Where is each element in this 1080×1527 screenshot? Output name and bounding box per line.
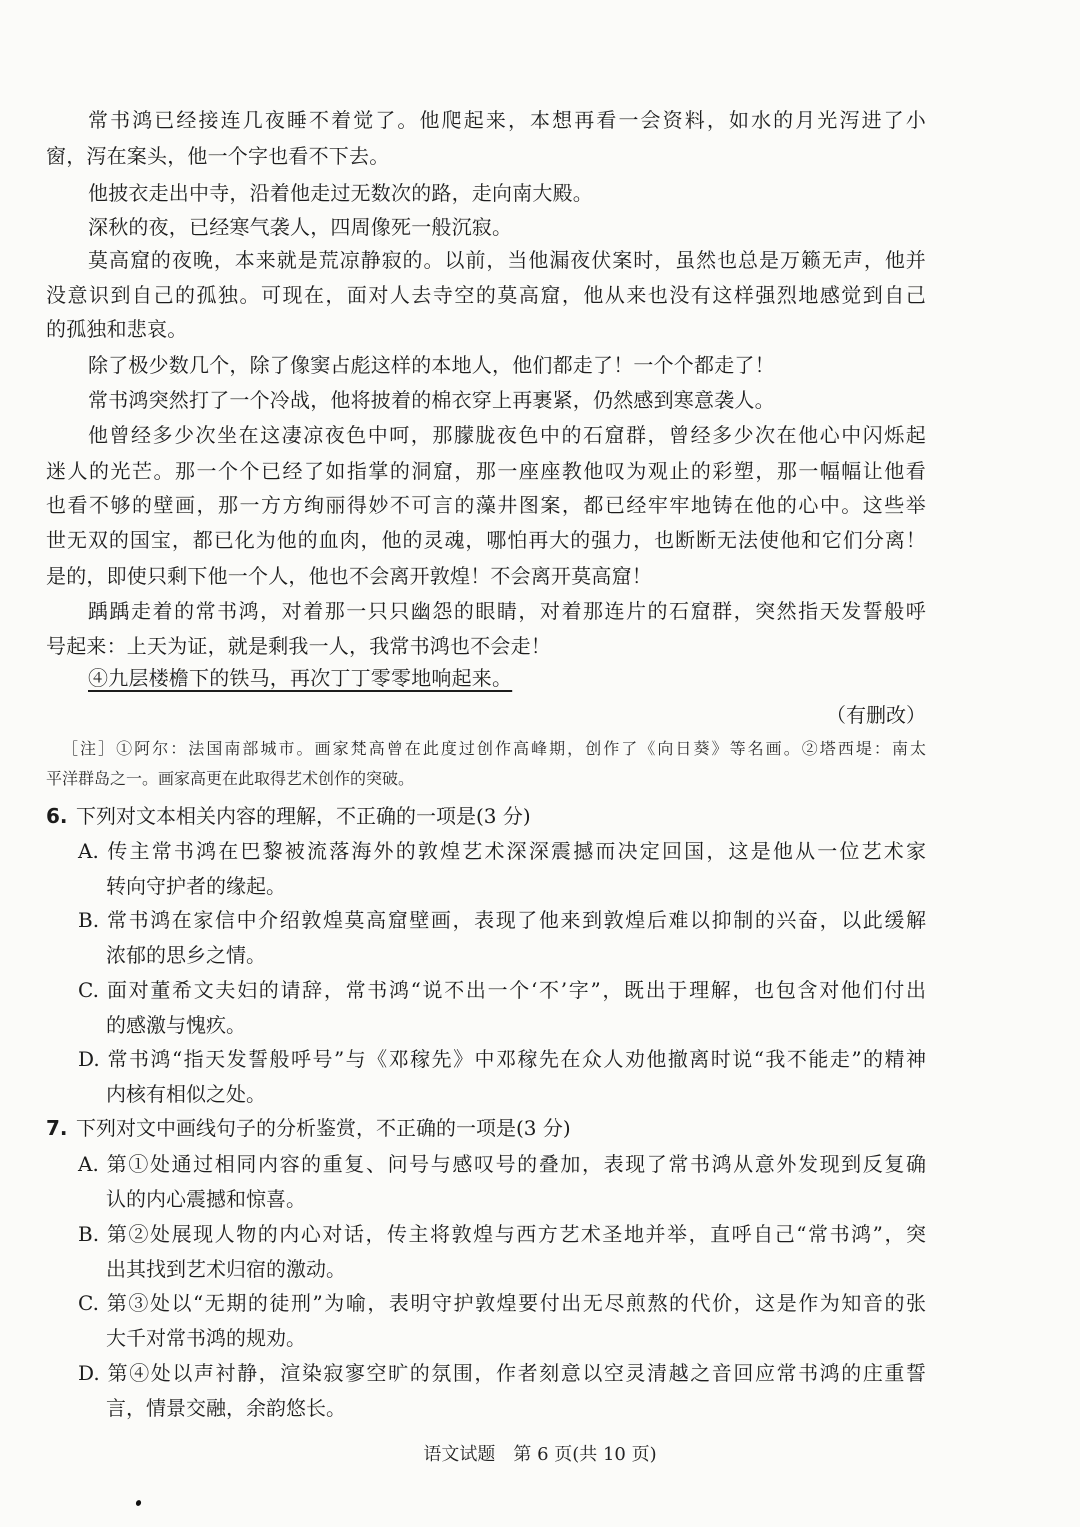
passage-line: 他披衣走出中寺，沿着他走过无数次的路，走向南大殿。 (88, 181, 593, 205)
option-b-cont: 浓郁的思乡之情。 (106, 943, 266, 967)
passage-line: 也看不够的壁画，那一方方绚丽得妙不可言的藻井图案，都已经牢牢地铸在他的心中。这些举 (46, 493, 926, 517)
question-number: 6. (46, 804, 68, 828)
passage-line: 常书鸿突然打了一个冷战，他将披着的棉衣穿上再裹紧，仍然感到寒意袭人。 (88, 388, 775, 412)
passage-line: 世无双的国宝，都已化为他的血肉，他的灵魂，哪怕再大的强力，也断断无法使他和它们分离！ (46, 528, 926, 552)
passage-line: 常书鸿已经接连几夜睡不着觉了。他爬起来，本想再看一会资料，如水的月光泻进了小 (88, 108, 926, 132)
option-c[interactable]: C. 第③处以“无期的徒刑”为喻，表明守护敦煌要付出无尽煎熬的代价，这是作为知音的张 (78, 1291, 926, 1315)
underlined-sentence-4: ④九层楼檐下的铁马，再次丁丁零零地响起来。 (88, 666, 513, 690)
passage-line-underlined (88, 663, 926, 693)
option-b-cont: 出其找到艺术归宿的激动。 (106, 1257, 346, 1281)
option-a[interactable]: A. 第①处通过相同内容的重复、问号与感叹号的叠加，表现了常书鸿从意外发现到反复确 (78, 1152, 926, 1176)
passage-line: 窗，泻在案头，他一个字也看不下去。 (46, 144, 390, 168)
option-d[interactable]: D. 常书鸿“指天发誓般呼号”与《邓稼先》中邓稼先在众人劝他撤离时说“我不能走”的精神 (78, 1047, 926, 1071)
passage-line: 是的，即使只剩下他一个人，他也不会离开敦煌！不会离开莫高窟！ (46, 564, 652, 588)
passage-line: 迷人的光芒。那一个个已经了如指掌的洞窟，那一座座教他叹为观止的彩塑，那一幅幅让他看 (46, 459, 926, 483)
option-d-cont: 内核有相似之处。 (106, 1082, 266, 1106)
passage-line: 号起来：上天为证，就是剩我一人，我常书鸿也不会走！ (46, 634, 551, 658)
passage-line: 的孤独和悲哀。 (46, 317, 188, 341)
page-footer: 语文试题 第 6 页(共 10 页) (423, 1444, 657, 1465)
option-a[interactable]: A. 传主常书鸿在巴黎被流落海外的敦煌艺术深深震撼而决定回国，这是他从一位艺术家 (78, 839, 926, 863)
source-note: （有删改） (826, 703, 926, 727)
option-c-cont: 的感激与愧疚。 (106, 1013, 246, 1037)
passage-line: 深秋的夜，已经寒气袭人，四周像死一般沉寂。 (88, 215, 513, 239)
footnote-line: 平洋群岛之一。画家高更在此取得艺术创作的突破。 (46, 769, 415, 788)
question-stem (46, 1113, 571, 1143)
option-d-cont: 言，情景交融，余韵悠长。 (106, 1396, 346, 1420)
option-b[interactable]: B. 第②处展现人物的内心对话，传主将敦煌与西方艺术圣地并举，直呼自己“常书鸿”，突 (78, 1222, 926, 1246)
option-c-cont: 大千对常书鸿的规劝。 (106, 1326, 306, 1350)
option-a-cont: 认的内心震撼和惊喜。 (106, 1187, 306, 1211)
option-b[interactable]: B. 常书鸿在家信中介绍敦煌莫高窟壁画，表现了他来到敦煌后难以抑制的兴奋，以此缓解 (78, 908, 926, 932)
footnote-line: ［注］①阿尔：法国南部城市。画家梵高曾在此度过创作高峰期，创作了《向日葵》等名画。②塔西堤：南太 (62, 739, 926, 758)
option-a-cont: 转向守护者的缘起。 (106, 874, 286, 898)
question-text: 下列对文本相关内容的理解，不正确的一项是(3 分) (76, 804, 531, 828)
passage-line: 他曾经多少次坐在这凄凉夜色中呵，那朦胧夜色中的石窟群，曾经多少次在他心中闪烁起 (88, 423, 926, 447)
question-text: 下列对文中画线句子的分析鉴赏，不正确的一项是(3 分) (76, 1116, 571, 1140)
passage-line: 踽踽走着的常书鸿，对着那一只只幽怨的眼睛，对着那连片的石窟群，突然指天发誓般呼 (88, 599, 926, 623)
passage-line: 除了极少数几个，除了像窦占彪这样的本地人，他们都走了！一个个都走了！ (88, 353, 775, 377)
option-d[interactable]: D. 第④处以声衬静，渲染寂寥空旷的氛围，作者刻意以空灵清越之音回应常书鸿的庄重誓 (78, 1361, 926, 1385)
passage-line: 莫高窟的夜晚，本来就是荒凉静寂的。以前，当他漏夜伏案时，虽然也总是万籁无声，他并 (88, 248, 926, 272)
scan-speck (135, 1499, 142, 1507)
question-stem (46, 801, 531, 831)
passage-line: 没意识到自己的孤独。可现在，面对人去寺空的莫高窟，他从来也没有这样强烈地感觉到自己 (46, 283, 926, 307)
option-c[interactable]: C. 面对董希文夫妇的请辞，常书鸿“说不出一个‘不’字”，既出于理解，也包含对他们付出 (78, 978, 926, 1002)
question-number: 7. (46, 1116, 68, 1140)
